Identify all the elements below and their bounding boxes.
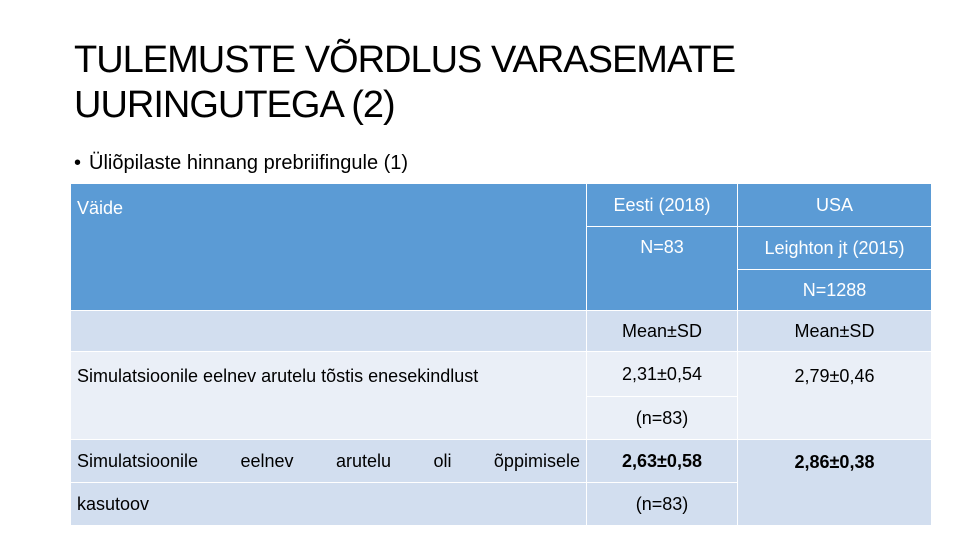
stat-row	[71, 311, 932, 352]
header-usa-study: Leighton jt (2015)	[738, 227, 932, 270]
statement-2-line1	[71, 440, 587, 483]
stat-row-empty	[71, 311, 587, 352]
usa-value-1: 2,79±0,46	[738, 352, 932, 440]
bullet-dot-icon: •	[74, 152, 82, 174]
eesti-value-1: 2,31±0,54	[587, 352, 738, 397]
usa-value-2: 2,86±0,38	[738, 440, 932, 526]
header-eesti: Eesti (2018)	[587, 184, 738, 227]
statement-2-word: eelnev	[240, 450, 294, 471]
statement-2-word: oli	[433, 450, 452, 471]
statement-2-word: arutelu	[335, 450, 392, 471]
statement-2-word: õppimisele	[493, 450, 580, 471]
statement-2-word: Simulatsioonile	[77, 450, 199, 471]
comparison-table	[70, 183, 932, 526]
header-row-1	[71, 184, 932, 227]
table-row	[71, 352, 932, 397]
bullet-text: Üliõpilaste hinnang prebriifingule (1)	[89, 152, 409, 174]
bullet-item	[74, 150, 408, 176]
statement-2-line2: kasutoov	[71, 483, 587, 526]
statement-1: Simulatsioonile eelnev arutelu tõstis enesekindlust	[71, 352, 587, 440]
stat-usa: Mean±SD	[738, 311, 932, 352]
stat-eesti: Mean±SD	[587, 311, 738, 352]
eesti-n-1: (n=83)	[587, 397, 738, 440]
page-title: TULEMUSTE VÕRDLUS VARASEMATE UURINGUTEGA (2)	[74, 39, 736, 126]
table-row	[71, 440, 932, 483]
header-usa: USA	[738, 184, 932, 227]
eesti-value-2: 2,63±0,58	[587, 440, 738, 483]
header-eesti-n: N=83	[587, 227, 738, 311]
header-usa-n: N=1288	[738, 270, 932, 311]
header-statement: Väide	[71, 184, 587, 311]
eesti-n-2: (n=83)	[587, 483, 738, 526]
